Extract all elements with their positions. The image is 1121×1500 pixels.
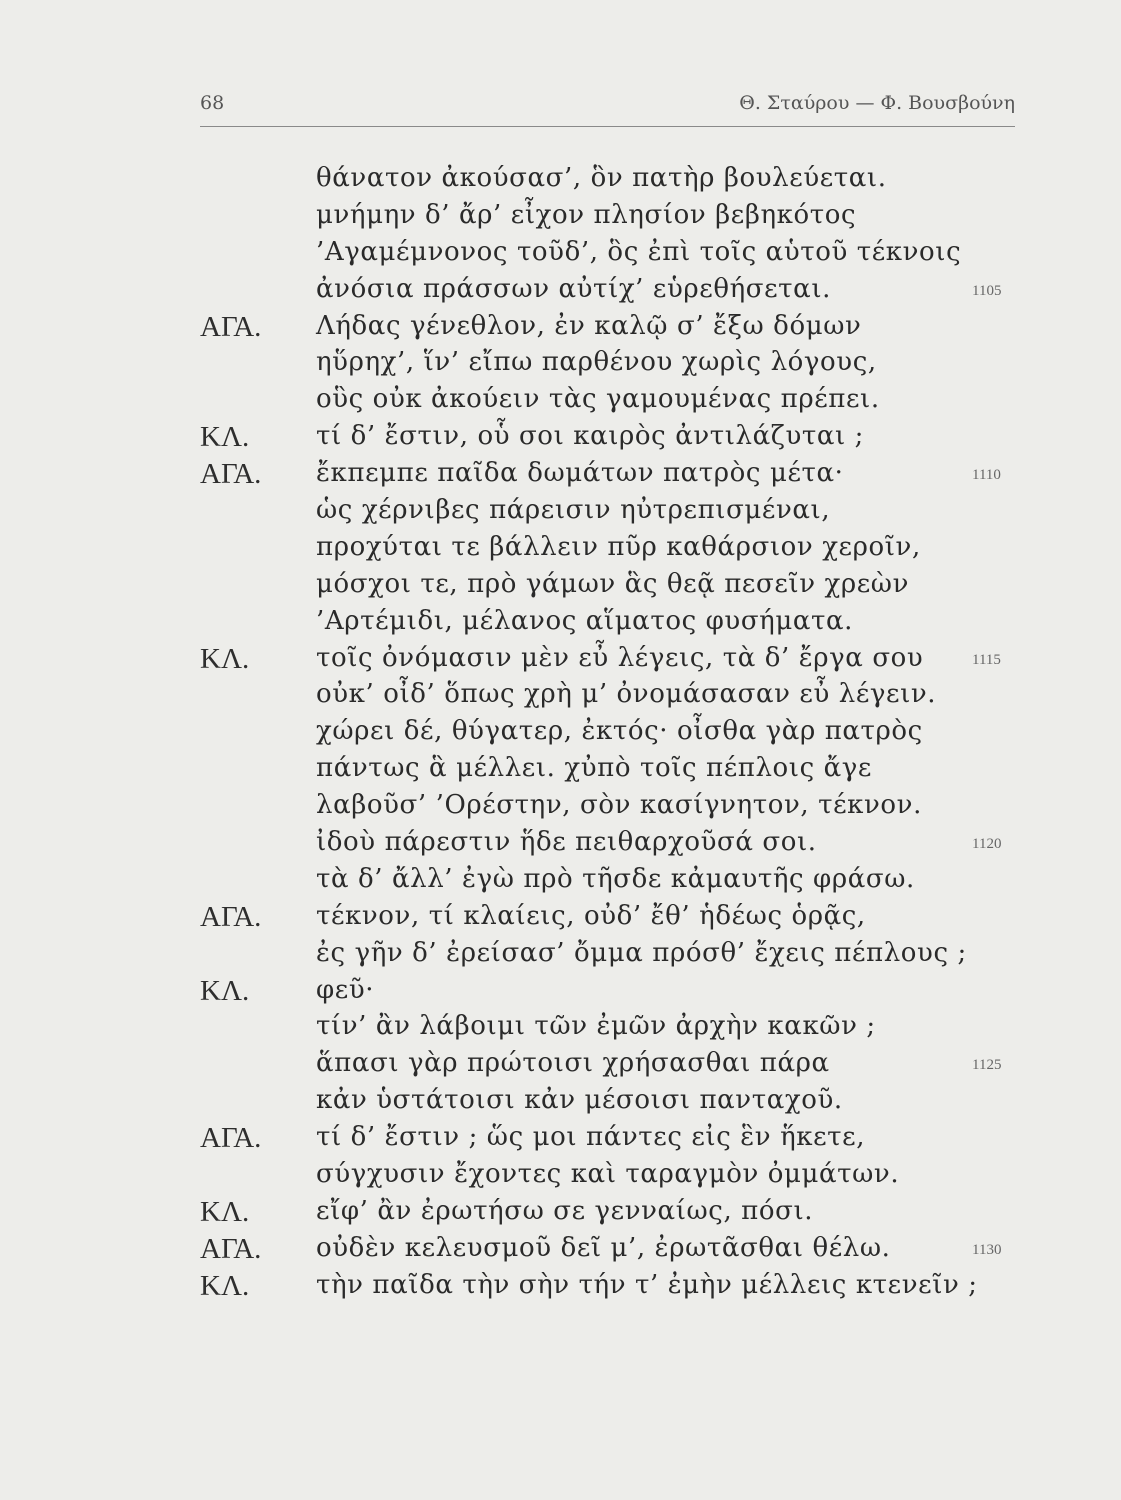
verse-line-text: ἅπασι γὰρ πρώτοισι χρήσασθαι πάρα	[316, 1048, 830, 1079]
verse-line	[0, 492, 1121, 529]
verse-line-text: ἰδοὺ πάρεστιν ἥδε πειθαρχοῦσά σοι.	[316, 827, 817, 858]
verse-line	[0, 861, 1121, 898]
verse-line-text: Λήδας γένεθλον, ἐν καλῷ σ’ ἔξω δόμων	[316, 310, 862, 341]
verse-line-text: τὴν παῖδα τὴν σὴν τήν τ’ ἐμὴν μέλλεις κτενεῖν ;	[316, 1269, 978, 1300]
verse-line-text: οὓς οὐκ ἀκούειν τὰς γαμουμένας πρέπει.	[316, 384, 880, 415]
verse-line	[0, 197, 1121, 234]
verse-line-text: ὡς χέρνιβες πάρεισιν ηὐτρεπισμέναι,	[316, 495, 831, 526]
verse-line-text: προχύται τε βάλλειν πῦρ καθάρσιον χεροῖν,	[316, 531, 921, 562]
verse-line	[0, 160, 1121, 197]
verse-line	[0, 1193, 1121, 1230]
line-number: 1105	[972, 282, 1002, 299]
verse-line	[0, 603, 1121, 640]
verse-line	[0, 381, 1121, 418]
verse-line-text: οὐδὲν κελευσμοῦ δεῖ μ’, ἐρωτᾶσθαι θέλω.	[316, 1232, 891, 1263]
verse-line-text: ἀνόσια πράσσων αὐτίχ’ εὑρεθήσεται.	[316, 273, 831, 304]
line-number: 1130	[972, 1241, 1002, 1258]
verse-line-text: μόσχοι τε, πρὸ γάμων ἃς θεᾷ πεσεῖν χρεὼν	[316, 568, 909, 599]
verse-line	[0, 455, 1121, 492]
verse-line	[0, 529, 1121, 566]
verse-line	[0, 713, 1121, 750]
verse-line	[0, 418, 1121, 455]
verse-line-text: τίν’ ἂν λάβοιμι τῶν ἐμῶν ἀρχὴν κακῶν ;	[316, 1011, 876, 1042]
verse-line	[0, 1156, 1121, 1193]
header-rule	[200, 126, 1015, 127]
verse-line	[0, 1230, 1121, 1267]
verse-line-text: ἐς γῆν δ’ ἐρείσασ’ ὄμμα πρόσθ’ ἔχεις πέπλους ;	[316, 937, 967, 968]
verse-line-text: τὰ δ’ ἄλλ’ ἐγὼ πρὸ τῆσδε κἀμαυτῆς φράσω.	[316, 863, 915, 894]
line-number: 1120	[972, 836, 1002, 853]
verse-line-text: θάνατον ἀκούσασ’, ὃν πατὴρ βουλεύεται.	[316, 163, 887, 193]
verse-line-text: τοῖς ὀνόμασιν μὲν εὖ λέγεις, τὰ δ’ ἔργα σου	[316, 642, 924, 673]
verse-line-text: ’Αγαμέμνονος τοῦδ’, ὃς ἐπὶ τοῖς αὑτοῦ τέκνοις	[316, 236, 962, 267]
verse-line	[0, 676, 1121, 713]
verse-line	[0, 824, 1121, 861]
verse-line	[0, 750, 1121, 787]
verse-line-text: τέκνον, τί κλαίεις, οὐδ’ ἔθ’ ἡδέως ὁρᾷς,	[316, 900, 866, 931]
speaker-label: ΑΓΑ.	[200, 458, 262, 491]
verse-line	[0, 898, 1121, 935]
verse-line-text: τί δ’ ἔστιν, οὗ σοι καιρὸς ἀντιλάζυται ;	[316, 421, 865, 452]
verse-line	[0, 640, 1121, 677]
verse-line	[0, 566, 1121, 603]
verse-line	[0, 935, 1121, 972]
speaker-label: ΚΛ.	[200, 642, 250, 675]
verse-text	[0, 160, 1121, 1304]
verse-line-text: ἔκπεμπε παῖδα δωμάτων πατρὸς μέτα·	[316, 458, 844, 489]
verse-line-text: λαβοῦσ’ ’Ορέστην, σὸν κασίγνητον, τέκνον.	[316, 790, 922, 821]
verse-line	[0, 1267, 1121, 1304]
verse-line	[0, 1119, 1121, 1156]
verse-line-text: φεῦ·	[316, 974, 375, 1005]
speaker-label: ΑΓΑ.	[200, 310, 262, 343]
verse-line-text: μνήμην δ’ ἄρ’ εἶχον πλησίον βεβηκότος	[316, 199, 857, 230]
verse-line	[0, 972, 1121, 1009]
speaker-label: ΚΛ.	[200, 1195, 250, 1228]
verse-line	[0, 271, 1121, 308]
verse-line	[0, 344, 1121, 381]
running-title: Θ. Σταύρου — Φ. Βουσβούνη	[739, 92, 1015, 114]
verse-line-text: τί δ’ ἔστιν ; ὥς μοι πάντες εἰς ἓν ἥκετε,	[316, 1122, 866, 1153]
verse-line	[0, 1008, 1121, 1045]
line-number: 1110	[972, 467, 1001, 484]
verse-line-text: εἴφ’ ἂν ἐρωτήσω σε γενναίως, πόσι.	[316, 1195, 814, 1226]
verse-line	[0, 308, 1121, 345]
verse-line	[0, 1082, 1121, 1119]
verse-line-text: χώρει δέ, θύγατερ, ἐκτός· οἶσθα γὰρ πατρὸς	[316, 716, 923, 747]
page-number: 68	[200, 92, 225, 114]
line-number: 1115	[972, 651, 1001, 668]
verse-line-text: ’Αρτέμιδι, μέλανος αἵματος φυσήματα.	[316, 605, 854, 636]
speaker-label: ΚΛ.	[200, 974, 250, 1007]
verse-line-text: κἀν ὑστάτοισι κἀν μέσοισι πανταχοῦ.	[316, 1085, 843, 1116]
verse-line-text: πάντως ἃ μέλλει. χὐπὸ τοῖς πέπλοις ἄγε	[316, 753, 872, 784]
speaker-label: ΑΓΑ.	[200, 1122, 262, 1155]
verse-line-text: οὐκ’ οἶδ’ ὅπως χρὴ μ’ ὀνομάσασαν εὖ λέγειν.	[316, 679, 937, 710]
verse-line	[0, 1045, 1121, 1082]
speaker-label: ΑΓΑ.	[200, 900, 262, 933]
verse-line-text: ηὕρηχ’, ἵν’ εἴπω παρθένου χωρὶς λόγους,	[316, 347, 877, 378]
verse-line-text: σύγχυσιν ἔχοντες καὶ ταραγμὸν ὀμμάτων.	[316, 1159, 900, 1190]
page-header	[200, 92, 1015, 126]
verse-line	[0, 234, 1121, 271]
line-number: 1125	[972, 1057, 1002, 1074]
speaker-label: ΚΛ.	[200, 1269, 250, 1302]
speaker-label: ΑΓΑ.	[200, 1232, 262, 1265]
speaker-label: ΚΛ.	[200, 421, 250, 454]
verse-line	[0, 787, 1121, 824]
